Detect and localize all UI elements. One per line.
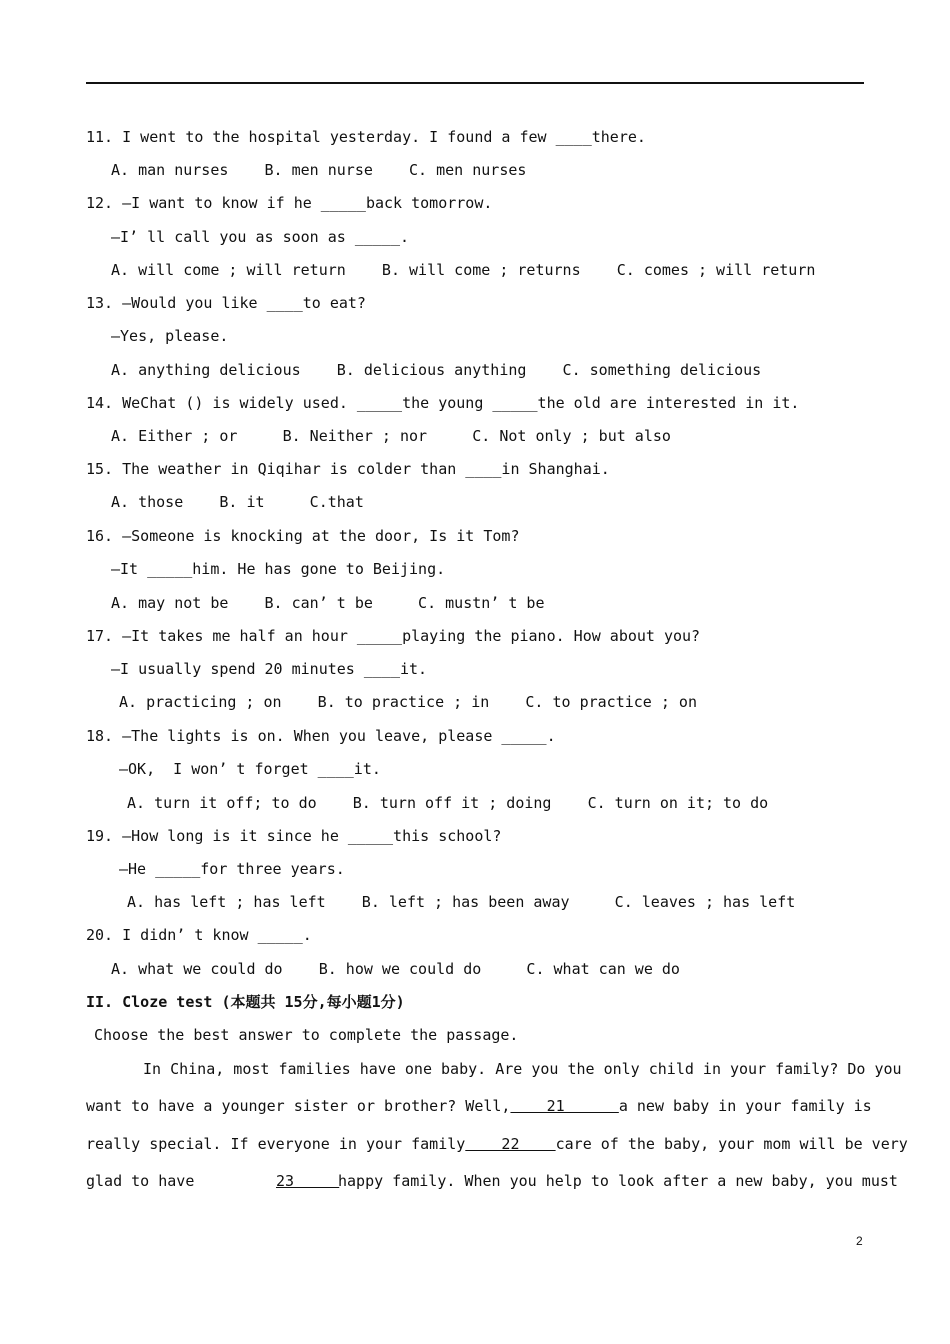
header-rule (86, 82, 864, 84)
passage-line-1: In China, most families have one baby. Are you the only child in your family? Do you (143, 1060, 902, 1078)
passage-line-3 (86, 1134, 908, 1154)
question-18-options: A. turn it off; to do B. turn off it ; doing C. turn on it; to do (127, 794, 769, 812)
question-11-options: A. man nurses B. men nurse C. men nurses (111, 161, 527, 179)
passage-line-2 (86, 1096, 872, 1116)
page-number: 2 (856, 1234, 863, 1248)
passage-line-2-text: want to have a younger sister or brother? Well, (86, 1097, 511, 1115)
question-16-stem: 16. —Someone is knocking at the door, Is it Tom? (86, 527, 520, 545)
question-13-stem: 13. —Would you like ____to eat? (86, 294, 366, 312)
passage-line-4-text: glad to have (86, 1172, 195, 1190)
question-12-reply: —I’ ll call you as soon as _____. (111, 228, 410, 246)
question-12-stem: 12. —I want to know if he _____back tomorrow. (86, 194, 493, 212)
question-16-reply: —It _____him. He has gone to Beijing. (111, 560, 446, 578)
question-19-reply: —He _____for three years. (119, 860, 345, 878)
question-14-options: A. Either ; or B. Neither ; nor C. Not only ; but also (111, 427, 671, 445)
passage-line-3-rest: care of the baby, your mom will be very (555, 1135, 908, 1153)
question-17-stem: 17. —It takes me half an hour _____playing the piano. How about you? (86, 627, 701, 645)
passage-line-3-text: really special. If everyone in your family (86, 1135, 466, 1153)
blank-23: 23 (276, 1172, 340, 1190)
question-16-options: A. may not be B. can’ t be C. mustn’ t be (111, 594, 545, 612)
section-instruction: Choose the best answer to complete the passage. (94, 1026, 519, 1044)
question-11-stem: 11. I went to the hospital yesterday. I found a few ____there. (86, 128, 646, 146)
passage-line-4-rest: happy family. When you help to look after a new baby, you must (338, 1172, 898, 1190)
question-18-stem: 18. —The lights is on. When you leave, please _____. (86, 727, 556, 745)
question-18-reply: —OK, I won’ t forget ____it. (119, 760, 381, 778)
question-13-options: A. anything delicious B. delicious anything C. something delicious (111, 361, 762, 379)
section-heading: II. Cloze test (本题共 15分,每小题1分) (86, 993, 405, 1011)
question-15-stem: 15. The weather in Qiqihar is colder than ____in Shanghai. (86, 460, 610, 478)
question-13-reply: —Yes, please. (111, 327, 229, 345)
question-19-stem: 19. —How long is it since he _____this school? (86, 827, 502, 845)
question-15-options: A. those B. it C.that (111, 493, 364, 511)
question-17-options: A. practicing ; on B. to practice ; in C. to practice ; on (119, 693, 697, 711)
passage-line-2-rest: a new baby in your family is (618, 1097, 872, 1115)
question-20-stem: 20. I didn’ t know _____. (86, 926, 312, 944)
blank-21: 21 (510, 1097, 619, 1115)
question-17-reply: —I usually spend 20 minutes ____it. (111, 660, 428, 678)
question-12-options: A. will come ; will return B. will come ; returns C. comes ; will return (111, 261, 816, 279)
question-20-options: A. what we could do B. how we could do C. what can we do (111, 960, 680, 978)
blank-22: 22 (465, 1135, 556, 1153)
question-19-options: A. has left ; has left B. left ; has been away C. leaves ; has left (127, 893, 796, 911)
question-14-stem: 14. WeChat () is widely used. _____the young _____the old are interested in it. (86, 394, 800, 412)
